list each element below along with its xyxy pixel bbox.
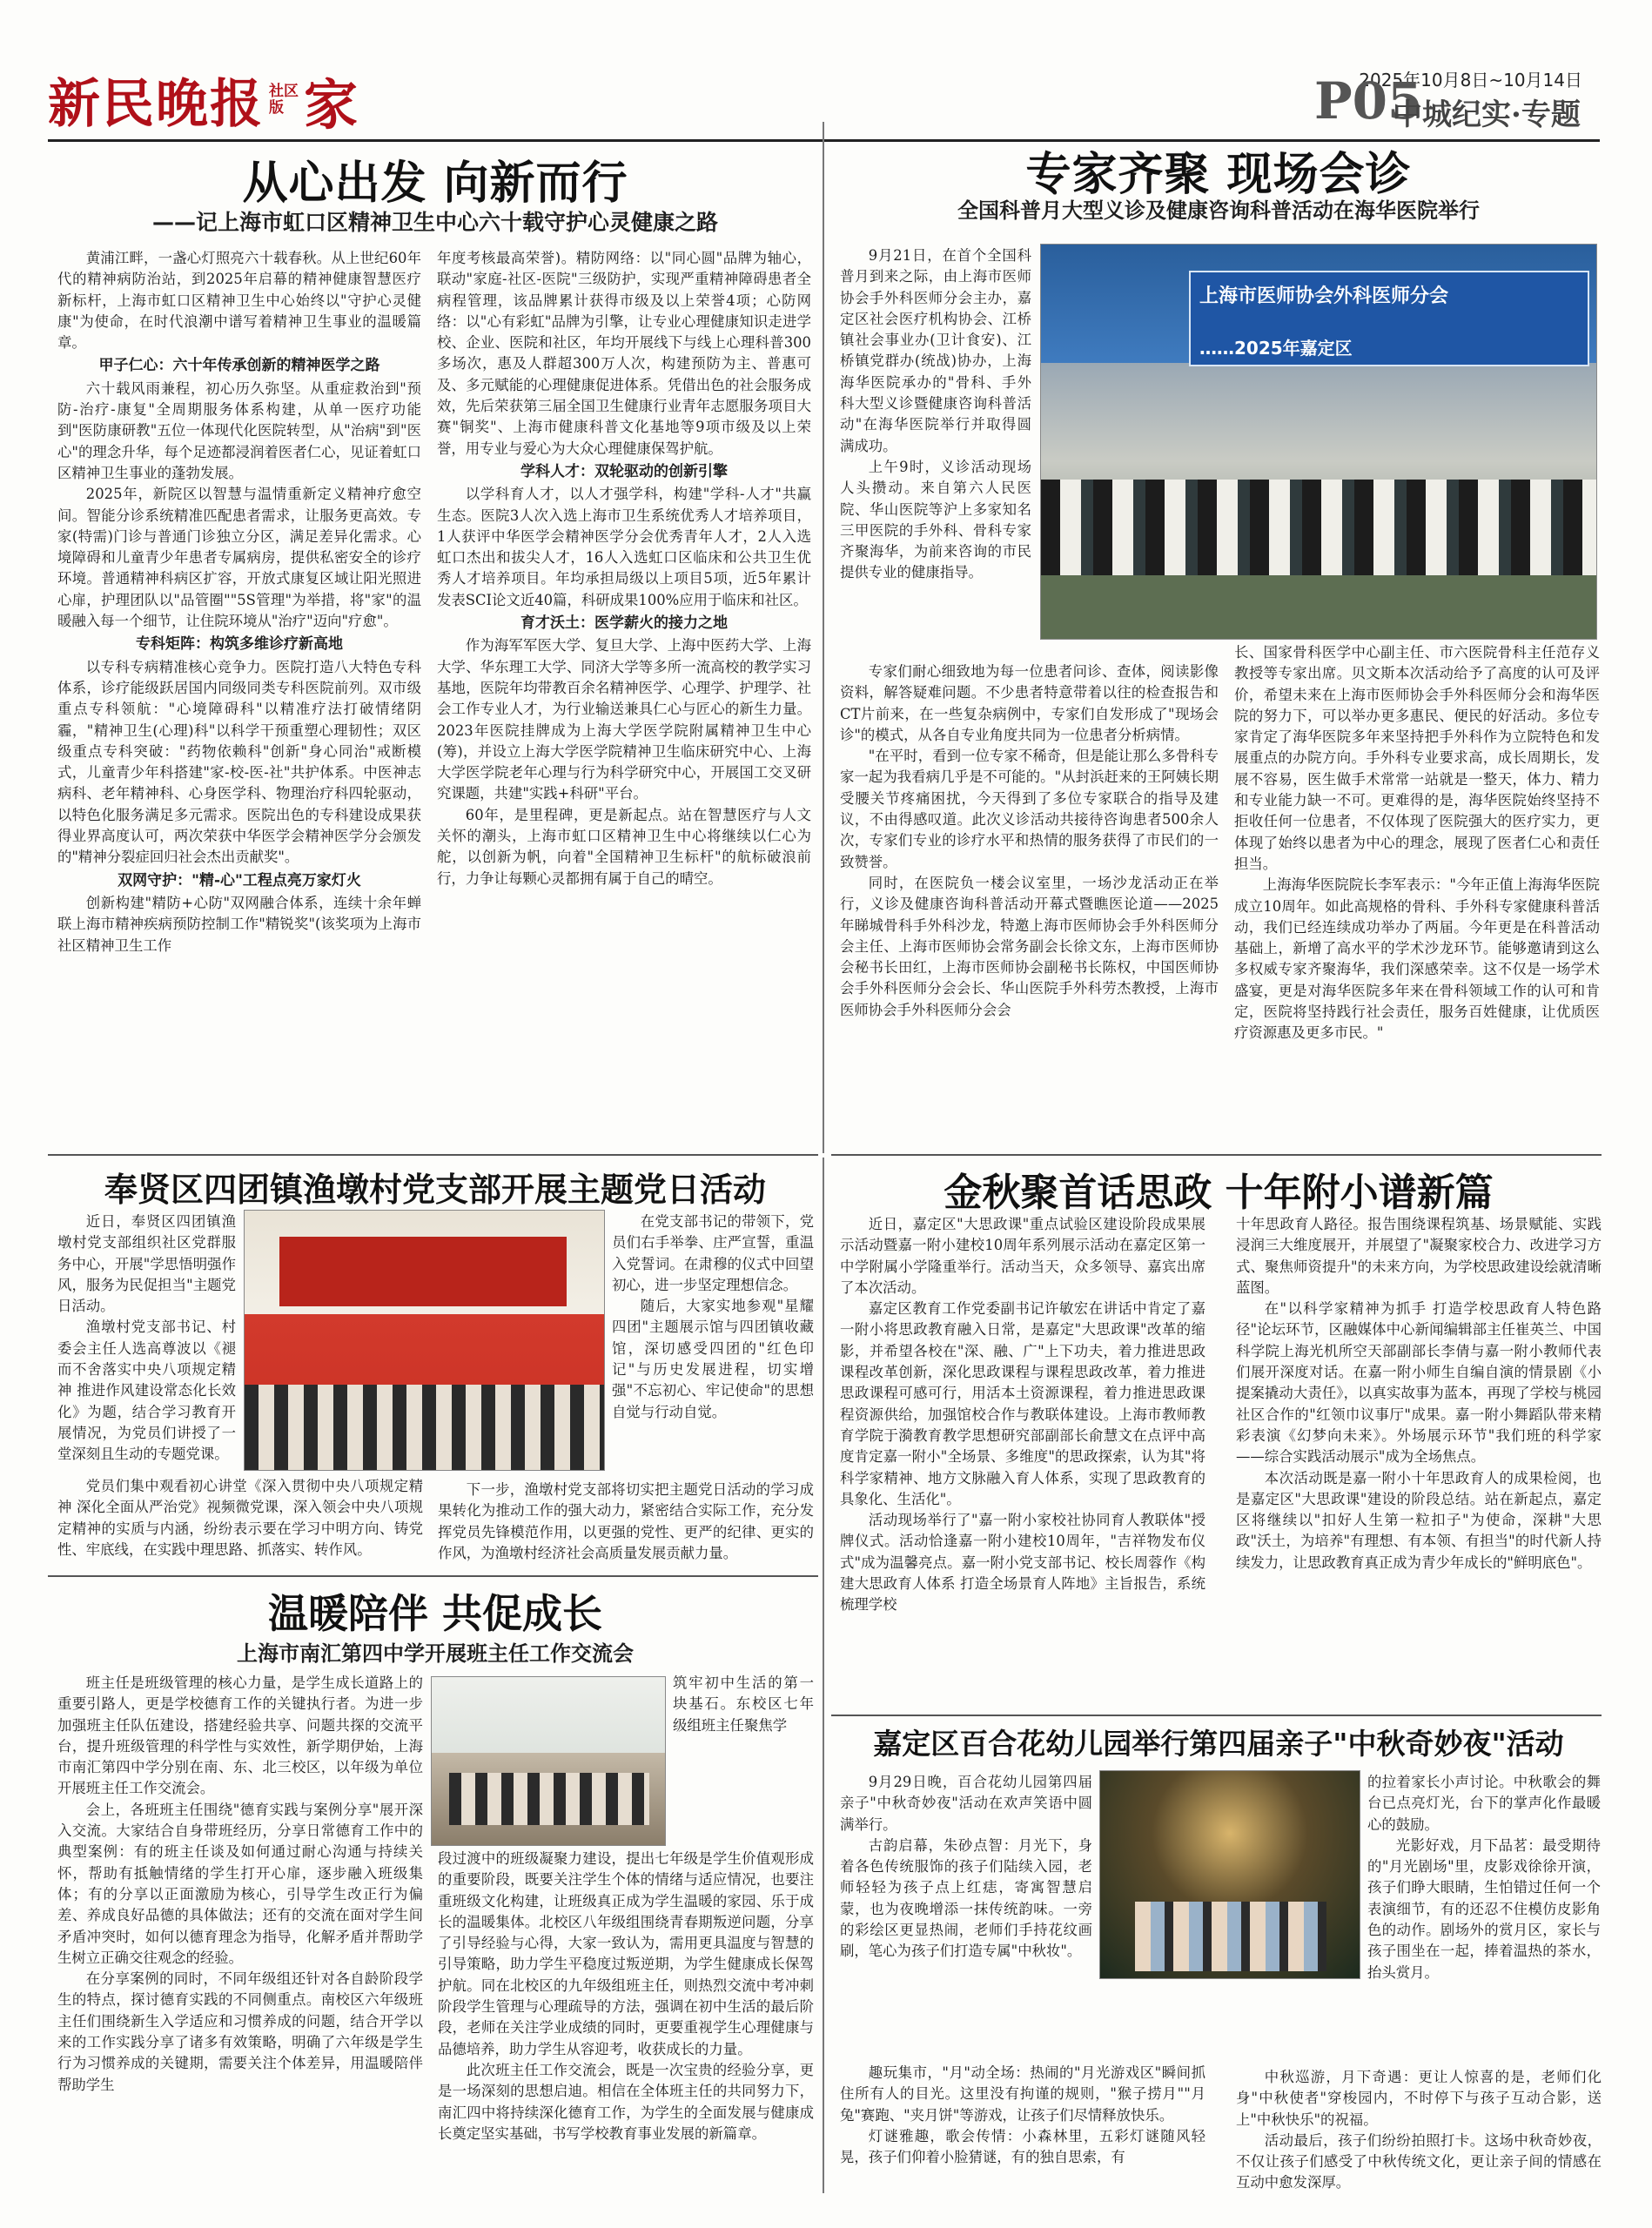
- article-subtitle: 上海市南汇第四中学开展班主任工作交流会: [237, 1641, 634, 1666]
- performers: [1135, 1902, 1326, 1971]
- paragraph: 下一步，渔墩村党支部将切实把主题党日活动的学习成果转化为推动工作的强大动力，紧密结合实际工作，充分发挥党员先锋模范作用，以更强的党性、更严的纪律、更实的作风，为渔墩村经济社会高质量发展贡献力量。: [438, 1481, 814, 1561]
- paragraph: 中秋巡游，月下奇遇：更让人惊喜的是，老师们化身"中秋使者"穿梭园内，不时停下与孩子互动合影，送上"中秋快乐"的祝福。: [1236, 2069, 1602, 2128]
- paragraph: 在党支部书记的带领下，党员们右手举拳、庄严宣誓，重温入党誓词。在肃穆的仪式中回望初心，进一步坚定理想信念。: [612, 1213, 814, 1293]
- paragraph: "在平时，看到一位专家不稀奇，但是能让那么多骨科专家一起为我看病几乎是不可能的。"从封浜赶来的王阿姨长期受腰关节疼痛困扰，今天得到了多位专家联合的指导及建议，不由得感叹道。此次义诊活动共接待咨询患者500余人次，专家们专业的诊疗水平和热情的服务获得了市民们的一致赞誉。: [840, 748, 1219, 870]
- paragraph: 十年思政育人路径。报告围绕课程筑基、场景赋能、实践浸润三大维度展开，并展望了"凝聚家校合力、改进学习方式、聚焦师资提升"的未来方向，为学校思政建设绘就清晰蓝图。: [1236, 1216, 1602, 1296]
- meeting-photo: [244, 1210, 605, 1471]
- column-divider: [823, 1158, 824, 2193]
- paragraph: 此次班主任工作交流会，既是一次宝贵的经验分享，更是一场深刻的思想启迪。相信在全体班主任的共同努力下，南汇四中将持续深化德育工作，为学生的全面发展与健康成长奠定坚实基础，书写学校教育事业发展的新篇章。: [438, 2061, 814, 2142]
- article-title: 专家齐聚 现场会诊: [1025, 149, 1412, 201]
- paragraph: 嘉定区教育工作党委副书记许敏宏在讲话中肯定了嘉一附小将思政教育融入日常，是嘉定"大思政课"改革的缩影，并希望各校在"深、融、广"上下功夫，着力推进思政课程改革创新，深化思政课程与课程思政改革，着力推进思政课程可感可行，用活本土资源课程，着力推进思政课程资源供给，加强馆校合作与教联体建设。上海市教师教育学院于漪教育教学思想研究部副部长俞慧文在点评中高度肯定嘉一附小"全场景、多维度"的思政探索，认为其"将科学家精神、地方文脉融入育人体系，实现了思政教育的具象化、生活化"。: [840, 1300, 1205, 1507]
- front-row: [1041, 575, 1597, 640]
- article-column: [840, 2063, 1205, 2168]
- subheading: 双网守护："精-心"工程点亮万家灯火: [118, 871, 361, 889]
- paragraph: 随后，大家实地参观"星耀四团"主题展示馆与四团镇收藏馆，深切感受四团的"红色印记"与历史发展进程，切实增强"不忘初心、牢记使命"的思想自觉与行动自觉。: [612, 1298, 814, 1420]
- article-column: [57, 248, 421, 956]
- paragraph: 9月21日，在首个全国科普月到来之际，由上海市医师协会手外科医师分会主办，嘉定区社会医疗机构协会、江桥镇社会事业办(卫计食安)、江桥镇党群办(统战)协办，上海海华医院承办的"骨科、手外科大型义诊暨健康咨询科普活动"在海华医院举行并取得圆满成功。: [840, 247, 1031, 454]
- article-column: [437, 248, 811, 889]
- festival-photo: [1099, 1770, 1360, 1979]
- article-title: 从心出发 向新而行: [242, 158, 628, 210]
- paragraph: 渔墩村党支部书记、村委会主任人选高尊波以《褪而不舍落实中央八项规定精神 推进作风建设常态化长效化》为题，结合学习教育开展情况，为党员们讲授了一堂深刻且生动的专题党课。: [57, 1319, 236, 1463]
- article-column: [840, 245, 1031, 584]
- article-title: 温暖陪伴 共促成长: [267, 1590, 602, 1637]
- article-column: [840, 1214, 1205, 1616]
- article-column: [840, 1772, 1092, 1963]
- article-subtitle: ——记上海市虹口区精神卫生中心六十载守护心灵健康之路: [151, 210, 718, 235]
- paragraph: 同时，在医院负一楼会议室里，一场沙龙活动正在举行，义诊及健康咨询科普活动开幕式暨瞧医论道——2025年睇城骨科手外科沙龙，特邀上海市医师协会手外科医师分会主任、上海市医师协会常务副会长徐文东，上海市医师协会秘书长田红，上海市医师协会副秘书长陈权，中国医师协会手外科医师分会会长、华山医院手外科劳杰教授，上海市医师协会手外科医师分会会: [840, 874, 1219, 1018]
- section-name: 中城纪实·专题: [1393, 97, 1581, 132]
- section-divider: [831, 1154, 1602, 1156]
- subheading: 育才沃土：医学薪火的接力之地: [520, 614, 728, 633]
- paragraph: 以学科育人才，以人才强学科，构建"学科-人才"共赢生态。医院3人次入选上海市卫生系统优秀人才培养项目，1人获评中华医学会精神医学分会优秀青年人才，2人入选虹口杰出和拔尖人才，16人入选虹口区临床和公共卫生优秀人才培养项目。年均承担局级以上项目5项，近5年累计发表SCI论文近40篇，科研成果100%应用于临床和社区。: [437, 486, 811, 608]
- paragraph: 党员们集中观看初心讲堂《深入贯彻中央八项规定精神 深化全面从严治党》视频微党课，深入领会中央八项规定精神的实质与内涵，纷纷表示要在学习中明方向、铸党性、牢底线，在实践中理思路、抓落实、转作风。: [57, 1478, 423, 1558]
- paragraph: 灯谜雅趣，歌会传情：小森林里，五彩灯谜随风轻晃，孩子们仰着小脸猜谜，有的独自思索，有: [840, 2127, 1205, 2166]
- attendees: [245, 1385, 605, 1471]
- paragraph: 活动现场举行了"嘉一附小家校社协同育人教联体"授牌仪式。活动恰逢嘉一附小建校10周年，"吉祥物发布仪式"成为温馨亮点。嘉一附小党支部书记、校长周蓉作《构建大思政育人体系 打造全场景育人阵地》主旨报告，系统梳理学校: [840, 1512, 1205, 1614]
- masthead: [48, 63, 358, 138]
- article-column: [840, 661, 1219, 1021]
- paragraph: 段过渡中的班级凝聚力建设，提出七年级是学生价值观形成的重要阶段，既要关注学生个体的情绪与适应情况，也要注重班级文化构建，让班级真正成为学生温暖的家园、乐于成长的温暖集体。北校区八年级组围绕青春期叛逆问题，分享了引导经验与心得，大家一致认为，需用更具温度与智慧的引导策略，助力学生平稳度过叛逆期，为学生健康成长保驾护航。同在北校区的九年级组班主任，则热烈交流中考冲刺阶段学生管理与心理疏导的方法，强调在初中生活的最后阶段，老师在关注学业成绩的同时，更要重视学生心理健康与品德培养，助力学生从容迎考，收获成长的力量。: [438, 1850, 814, 2057]
- paragraph: 在"以科学家精神为抓手 打造学校思政育人特色路径"论坛环节，区融媒体中心新闻编辑部主任崔英兰、中国科学院上海光机所空天部副部长李倩与嘉一附小教师代表们展开深度对话。在嘉一附小师生自编自演的情景剧《小提案撬动大责任》，以真实故事为蓝本，再现了学校与桃园社区合作的"红领巾议事厅"成果。嘉一附小舞蹈队带来精彩表演《幻梦向未来》。外场展示环节"我们班的科学家——综合实践活动展示"成为全场焦点。: [1236, 1300, 1602, 1466]
- paragraph: 专家们耐心细致地为每一位患者问诊、查体，阅读影像资料，解答疑难问题。不少患者特意带着以往的检查报告和CT片前来，在一些复杂病例中，专家们自发形成了"现场会诊"的模式，从各自专业角度共同为一位患者分析病情。: [840, 663, 1219, 743]
- paragraph: 黄浦江畔，一盏心灯照亮六十载春秋。从上世纪60年代的精神病防治站，到2025年启幕的精神健康智慧医疗新标杆，上海市虹口区精神卫生中心始终以"守护心灵健康"为使命，在时代浪潮中谱写着精神卫生事业的温暖篇章。: [57, 250, 421, 352]
- article-column: [57, 1211, 236, 1466]
- home-stamp: 家: [304, 72, 359, 137]
- section-divider: [48, 1575, 818, 1577]
- paragraph: 以专科专病精准核心竞争力。医院打造八大特色专科体系，诊疗能级跃居国内同级同类专科医院前列。双市级重点专科领航："心境障碍科"以精准疗法打破情绪阴霾，"精神卫生(心理)科"以科学干预重塑心理韧性；双区级重点专科突破："药物依赖科"创新"身心同治"戒断模式，儿童青少年科搭建"家-校-医-社"共护体系。中医神志病科、老年精神科、心身医学科、物理治疗科四轮驱动，以特色化服务满足多元需求。医院出色的专科建设成果获得业界高度认可，两次荣获中华医学会精神医学分会颁发的"精神分裂症回归社会杰出贡献奖"。: [57, 658, 421, 866]
- section-divider: [48, 1154, 818, 1156]
- paragraph: 会上，各班班主任围绕"德育实践与案例分享"展开深入交流。大家结合自身带班经历，分享日常德育工作中的典型案例：有的班主任谈及如何通过耐心沟通与持续关怀，帮助有抵触情绪的学生打开心扉，逐步融入班级集体；有的分享以正面激励为核心，引导学生改正行为偏差、养成良好品德的具体做法；还有的交流在面对学生间矛盾冲突时，如何以德育理念为指导，化解矛盾并帮助学生树立正确交往观念的经验。: [57, 1801, 423, 1966]
- article-column: [438, 1849, 814, 2144]
- paragraph: 9月29日晚，百合花幼儿园第四届亲子"中秋奇妙夜"活动在欢声笑语中圆满举行。: [840, 1774, 1092, 1833]
- article-title: 嘉定区百合花幼儿园举行第四届亲子"中秋奇妙夜"活动: [873, 1727, 1564, 1761]
- paragraph: 创新构建"精防+心防"双网融合体系，连续十余年蝉联上海市精神疾病预防控制工作"精锐奖"(该奖项为上海市社区精神卫生工作: [57, 894, 421, 954]
- subheading: 学科人才：双轮驱动的创新引擎: [520, 462, 728, 480]
- red-backdrop: [279, 1237, 567, 1306]
- subheading: 甲子仁心：六十年传承创新的精神医学之路: [98, 357, 380, 375]
- article-column: [1236, 1214, 1602, 1574]
- meeting-photo: [431, 1676, 666, 1846]
- attendees: [449, 1773, 649, 1825]
- paragraph: 上海海华医院院长李军表示："今年正值上海海华医院成立10周年。如此高规格的骨科、手外科专家健康科普活动，我们已经连续成功举办了两届。今年更是在科普活动基础上，新增了高水平的学术沙龙环节。能够邀请到这么多权威专家齐聚海华，我们深感荣幸。这不仅是一场学术盛宴，更是对海华医院多年来在骨科领域工作的认可和肯定，医院将坚持践行社会责任，服务百姓健康，让优质医疗资源惠及更多市民。": [1234, 876, 1600, 1042]
- masthead-sub: 社区 版: [269, 83, 299, 117]
- paragraph: 的拉着家长小声讨论。中秋歌会的舞台已点亮灯光，台下的掌声化作最暖心的鼓励。: [1367, 1774, 1601, 1833]
- article-column: [57, 1673, 423, 2096]
- article-column: [673, 1673, 814, 1736]
- paragraph: 2025年，新院区以智慧与温情重新定义精神疗愈空间。智能分诊系统精准匹配患者需求，让服务更高效。专家(特需)门诊与普通门诊独立分区，满足差异化需求。心境障碍和儿童青少年患者专属病房，提供私密安全的诊疗环境。普通精神科病区扩容，开放式康复区域让阳光照进心扉，护理团队以"品管圈""5S管理"为举措，将"家"的温暖融入每一个细节，让住院环境从"治疗"迈向"疗愈"。: [57, 486, 421, 630]
- column-divider: [823, 122, 824, 1153]
- article-column: [1236, 2067, 1602, 2194]
- newspaper-logo: 新民晚报: [48, 74, 264, 135]
- paragraph: 班主任是班级管理的核心力量，是学生成长道路上的重要引路人，更是学校德育工作的关键执行者。为进一步加强班主任队伍建设，搭建经验共享、问题共探的交流平台，提升班级管理的科学性与实效性，新学期伊始，上海市南汇第四中学分别在南、东、北三校区，以年级为单位开展班主任工作交流会。: [57, 1674, 423, 1797]
- paragraph: 古韵启幕，朱砂点智：月光下，身着各色传统服饰的孩子们陆续入园，老师轻轻为孩子点上红痣，寄寓智慧启蒙，也为夜晚增添一抹传统韵味。一旁的彩绘区更显热闹，老师们手持花纹画刷，笔心为孩子们打造专属"中秋妆"。: [840, 1836, 1092, 1960]
- article-title: 金秋聚首话思政 十年附小谱新篇: [944, 1171, 1494, 1215]
- article-column: [438, 1480, 814, 1564]
- article-column: [1234, 642, 1600, 1044]
- paragraph: 六十载风雨兼程，初心历久弥坚。从重症救治到"预防-治疗-康复"全周期服务体系构建，从单一医疗功能到"医防康研教"五位一体现代化医院转型，从"治病"到"医心"的理念升华，每个足迹都浸润着医者仁心，见证着虹口区精神卫生事业的蓬勃发展。: [57, 379, 421, 481]
- paragraph: 近日，嘉定区"大思政课"重点试验区建设阶段成果展示活动暨嘉一附小建校10周年系列展示活动在嘉定区第一中学附属小学隆重举行。活动当天，众多领导、嘉宾出席了本次活动。: [840, 1216, 1205, 1296]
- paragraph: 上午9时，义诊活动现场人头攒动。来自第六人民医院、华山医院等沪上多家知名三甲医院的手外科、骨科专家齐聚海华，为前来咨询的市民提供专业的健康指导。: [840, 458, 1031, 581]
- paragraph: 筑牢初中生活的第一块基石。东校区七年级组班主任聚焦学: [673, 1674, 814, 1734]
- paragraph: 趣玩集市，"月"动全场：热闹的"月光游戏区"瞬间抓住所有人的目光。这里没有拘谨的规则，"猴子捞月""月兔"赛跑、"夹月饼"等游戏，让孩子们尽情释放快乐。: [840, 2064, 1205, 2124]
- paragraph: 近日，奉贤区四团镇渔墩村党支部组织社区党群服务中心，开展"学思悟明强作风，服务为民促担当"主题党日活动。: [57, 1213, 236, 1315]
- article-subtitle: 全国科普月大型义诊及健康咨询科普活动在海华医院举行: [957, 198, 1480, 223]
- paragraph: 作为海军军医大学、复旦大学、上海中医药大学、上海大学、华东理工大学、同济大学等多所一流高校的教学实习基地，医院年均带教百余名精神医学、心理学、护理学、社会工作专业人才，为行业输送兼具仁心与匠心的新生力量。2023年医院挂牌成为上海大学医学院附属精神卫生中心(筹)，并设立上海大学医学院精神卫生临床研究中心、上海大学医学院老年心理与行为科学研究中心，开展国工交叉研究课题，共建"实践+科研"平台。: [437, 637, 811, 802]
- paragraph: 在分享案例的同时，不同年级组还针对各自龄阶段学生的特点，探讨德育实践的不同侧重点。南校区六年级班主任们围绕新生入学适应和习惯养成的问题，结合开学以来的工作实践分享了诸多有效策略，明确了六年级是学生行为习惯养成的关键期，需要关注个体差异，用温暖陪伴帮助学生: [57, 1970, 423, 2093]
- paragraph: 活动最后，孩子们纷纷拍照打卡。这场中秋奇妙夜，不仅让孩子们感受了中秋传统文化，更让亲子间的情感在互动中愈发深厚。: [1236, 2131, 1602, 2191]
- issue-date: 2025年10月8日~10月14日: [1359, 70, 1582, 91]
- event-photo: [1040, 244, 1597, 640]
- paragraph: 光影好戏，月下品茗：最受期待的"月光剧场"里，皮影戏徐徐开演，孩子们睁大眼睛，生怕错过任何一个表演细节，有的还忍不住模仿皮影角色的动作。剧场外的赏月区，家长与孩子围坐在一起，捧着温热的茶水，抬头赏月。: [1367, 1836, 1601, 1981]
- subheading: 专科矩阵：构筑多维诊疗新高地: [136, 635, 343, 654]
- stage-banner: 上海市医师协会外科医师分会 ……2025年嘉定区: [1189, 271, 1589, 366]
- paragraph: 年度考核最高荣誉)。精防网络：以"同心圆"品牌为轴心，联动"家庭-社区-医院"三级防护，实现严重精神障碍患者全病程管理，该品牌累计获得市级及以上荣誉4项；心防网络：以"心有彩虹"品牌为引擎，让专业心理健康知识走进学校、企业、医院和社区，年均开展线下与线上心理科普300多场次，惠及人群超300万人次，构建预防为主、普惠可及、多元赋能的心理健康促进体系。凭借出色的社会服务成效，先后荣获第三届全国卫生健康行业青年志愿服务项目大赛"铜奖"、上海市健康科普文化基地等9项市级及以上荣誉，用专业与爱心为大众心理健康保驾护航。: [437, 250, 811, 457]
- paragraph: 长、国家骨科医学中心副主任、市六医院骨科主任范存义教授等专家出席。贝文斯本次活动给予了高度的认可及评价，希望未来在上海市医师协会手外科医师分会和海华医院的努力下，可以举办更多惠民、便民的好活动。多位专家肯定了海华医院多年来坚持把手外科作为立院特色和发展重点的办院方向。手外科专业要求高，成长周期长，发展不容易，医生做手术常常一站就是一整天，体力、精力和专业能力缺一不可。更难得的是，海华医院始终坚持不拒收任何一位患者，不仅体现了医院强大的医疗实力，更体现了始终以患者为中心的理念，展现了医者仁心和责任担当。: [1234, 644, 1600, 872]
- article-column: [612, 1211, 814, 1423]
- article-column: [1367, 1772, 1601, 1983]
- page-number: P05: [1314, 71, 1423, 131]
- paragraph: 60年，是里程碑，更是新起点。站在智慧医疗与人文关怀的潮头，上海市虹口区精神卫生中心将继续以仁心为舵，以创新为帆，向着"全国精神卫生标杆"的航标破浪前行，力争让每颗心灵都拥有属于自己的晴空。: [437, 806, 811, 887]
- article-column: [57, 1476, 423, 1560]
- people-group: [1041, 480, 1597, 584]
- section-divider: [831, 1715, 1602, 1716]
- paragraph: 本次活动既是嘉一附小十年思政育人的成果检阅，也是嘉定区"大思政课"建设的阶段总结。站在新起点，嘉定区将继续以"扣好人生第一粒扣子"为使命，深耕"大思政"沃土，为培养"有理想、有本领、有担当"的时代新人持续发力，让思政教育真正成为青少年成长的"鲜明底色"。: [1236, 1469, 1602, 1571]
- article-title: 奉贤区四团镇渔墩村党支部开展主题党日活动: [104, 1171, 766, 1209]
